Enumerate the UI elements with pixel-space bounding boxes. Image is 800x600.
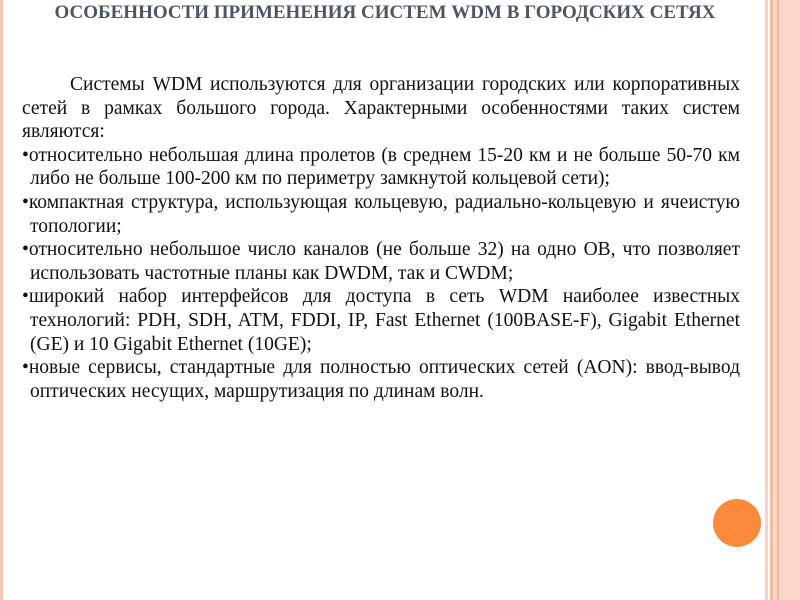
slide-body	[22, 73, 740, 403]
bullet-item: •новые сервисы, стандартные для полностью оптических сетей (AON): ввод-вывод оптических несущих, маршрутизация по длинам волн.	[22, 357, 740, 402]
slide-title: ОСОБЕННОСТИ ПРИМЕНЕНИЯ СИСТЕМ WDM В ГОРОДСКИХ СЕТЯХ	[54, 2, 716, 23]
bullet-item: •широкий набор интерфейсов для доступа в сеть WDM наиболее известных технологий: PDH, SDH, ATM, FDDI, IP, Fast Ethernet (100BASE-F), Gigabit Ethernet (GE) и 10 Gigabit Ethernet (10GE);	[22, 286, 740, 355]
intro-paragraph: Системы WDM используются для организации городских или корпоративных сетей в рамках большого города. Характерными особенностями таких систем являются:	[22, 74, 740, 143]
right-border-stripes	[765, 0, 800, 600]
left-border-stripe	[0, 0, 3, 600]
bullet-item: •относительно небольшое число каналов (не больше 32) на одно ОВ, что позволяет использовать частотные планы как DWDM, так и CWDM;	[22, 239, 740, 284]
bullet-item: •относительно небольшая длина пролетов (в среднем 15-20 км и не больше 50-70 км либо не больше 100-200 км по периметру замкнутой кольцевой сети);	[22, 144, 740, 190]
decorative-circle-icon	[713, 499, 761, 547]
bullet-item: •компактная структура, использующая кольцевую, радиально-кольцевую и ячеистую топологии;	[22, 191, 740, 237]
